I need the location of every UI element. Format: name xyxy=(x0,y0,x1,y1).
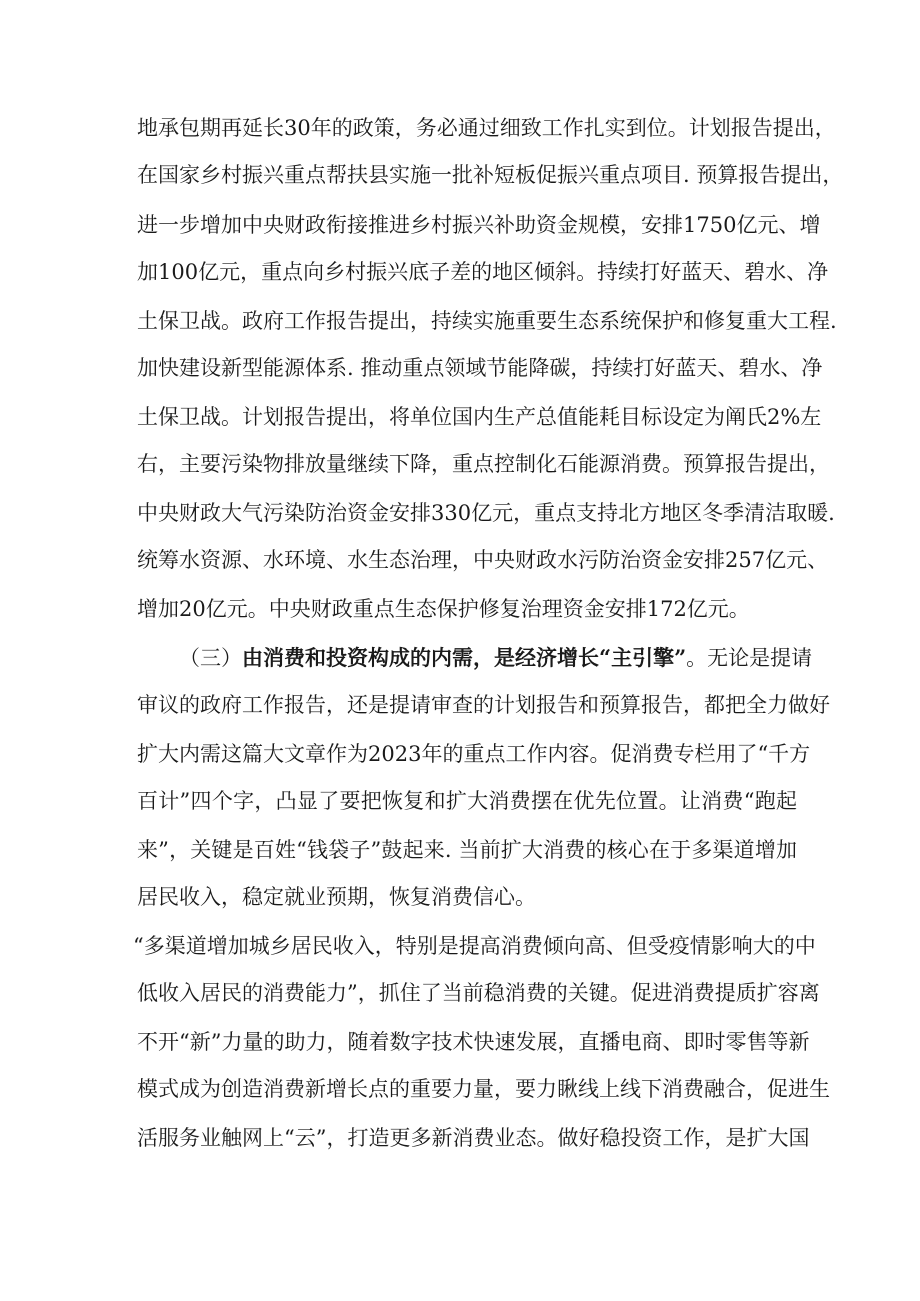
p1-line-3: 进一步增加中央财政衔接推进乡村振兴补助资金规模，安排1750亿元、增 xyxy=(137,213,821,237)
p1-line-2: 在国家乡村振兴重点帮扶县实施一批补短板促振兴重点项目. 预算报告提出， xyxy=(137,163,844,187)
p2-line-3: 扩大内需这篇大文章作为2023年的重点工作内容。促消费专栏用了“千方 xyxy=(137,742,811,766)
p1-line-11: 增加20亿元。中央财政重点生态保护修复治理资金安排172亿元。 xyxy=(137,597,750,621)
p1-line-10: 统筹水资源、水环境、水生态治理，中央财政水污防治资金安排257亿元、 xyxy=(137,548,829,572)
section-heading: 由消费和投资构成的内需，是经济增长“主引擎” xyxy=(242,645,687,670)
p2-line-1-rest: 。无论是提请 xyxy=(686,646,813,670)
p2-heading-line xyxy=(179,638,813,678)
p2-line-2: 审议的政府工作报告，还是提请审查的计划报告和预算报告，都把全力做好 xyxy=(137,693,830,717)
p3-line-2: 低收入居民的消费能力”，抓住了当前稳消费的关键。促进消费提质扩容离 xyxy=(137,981,820,1005)
p1-line-1: 地承包期再延长30年的政策，务必通过细致工作扎实到位。计划报告提出， xyxy=(137,116,836,140)
p3-line-1: “多渠道增加城乡居民收入，特别是提高消费倾向高、但受疫情影响大的中 xyxy=(133,934,816,958)
p3-line-3: 不开“新”力量的助力，随着数字技术快速发展，直播电商、即时零售等新 xyxy=(137,1030,810,1054)
p1-line-7: 土保卫战。计划报告提出，将单位国内生产总值能耗目标设定为阐氏2%左 xyxy=(137,405,822,429)
p1-line-8: 右，主要污染物排放量继续下降，重点控制化石能源消费。预算报告提出， xyxy=(137,452,830,476)
p1-line-9: 中央财政大气污染防治资金安排330亿元，重点支持北方地区冬季清洁取暖. xyxy=(137,501,835,525)
p3-line-4: 模式成为创造消费新增长点的重要力量，要力瞅线上线下消费融合，促进生 xyxy=(137,1077,830,1101)
p2-line-6: 居民收入，稳定就业预期，恢复消费信心。 xyxy=(137,885,536,909)
p1-line-5: 土保卫战。政府工作报告提出，持续实施重要生态系统保护和修复重大工程. xyxy=(137,309,837,333)
p2-line-4: 百计”四个字，凸显了要把恢复和扩大消费摆在优先位置。让消费“跑起 xyxy=(137,789,797,813)
section-number: （三） xyxy=(179,646,242,670)
p1-line-6: 加快建设新型能源体系. 推动重点领域节能降碳，持续打好蓝天、碧水、净 xyxy=(137,356,823,380)
p2-line-5: 来”，关键是百姓“钱袋子”鼓起来. 当前扩大消费的核心在于多渠道增加 xyxy=(137,838,797,862)
p1-line-4: 加100亿元，重点向乡村振兴底子差的地区倾斜。持续打好蓝天、碧水、净 xyxy=(137,260,829,284)
p3-line-5: 活服务业触网上“云”，打造更多新消费业态。做好稳投资工作，是扩大国 xyxy=(137,1126,810,1150)
